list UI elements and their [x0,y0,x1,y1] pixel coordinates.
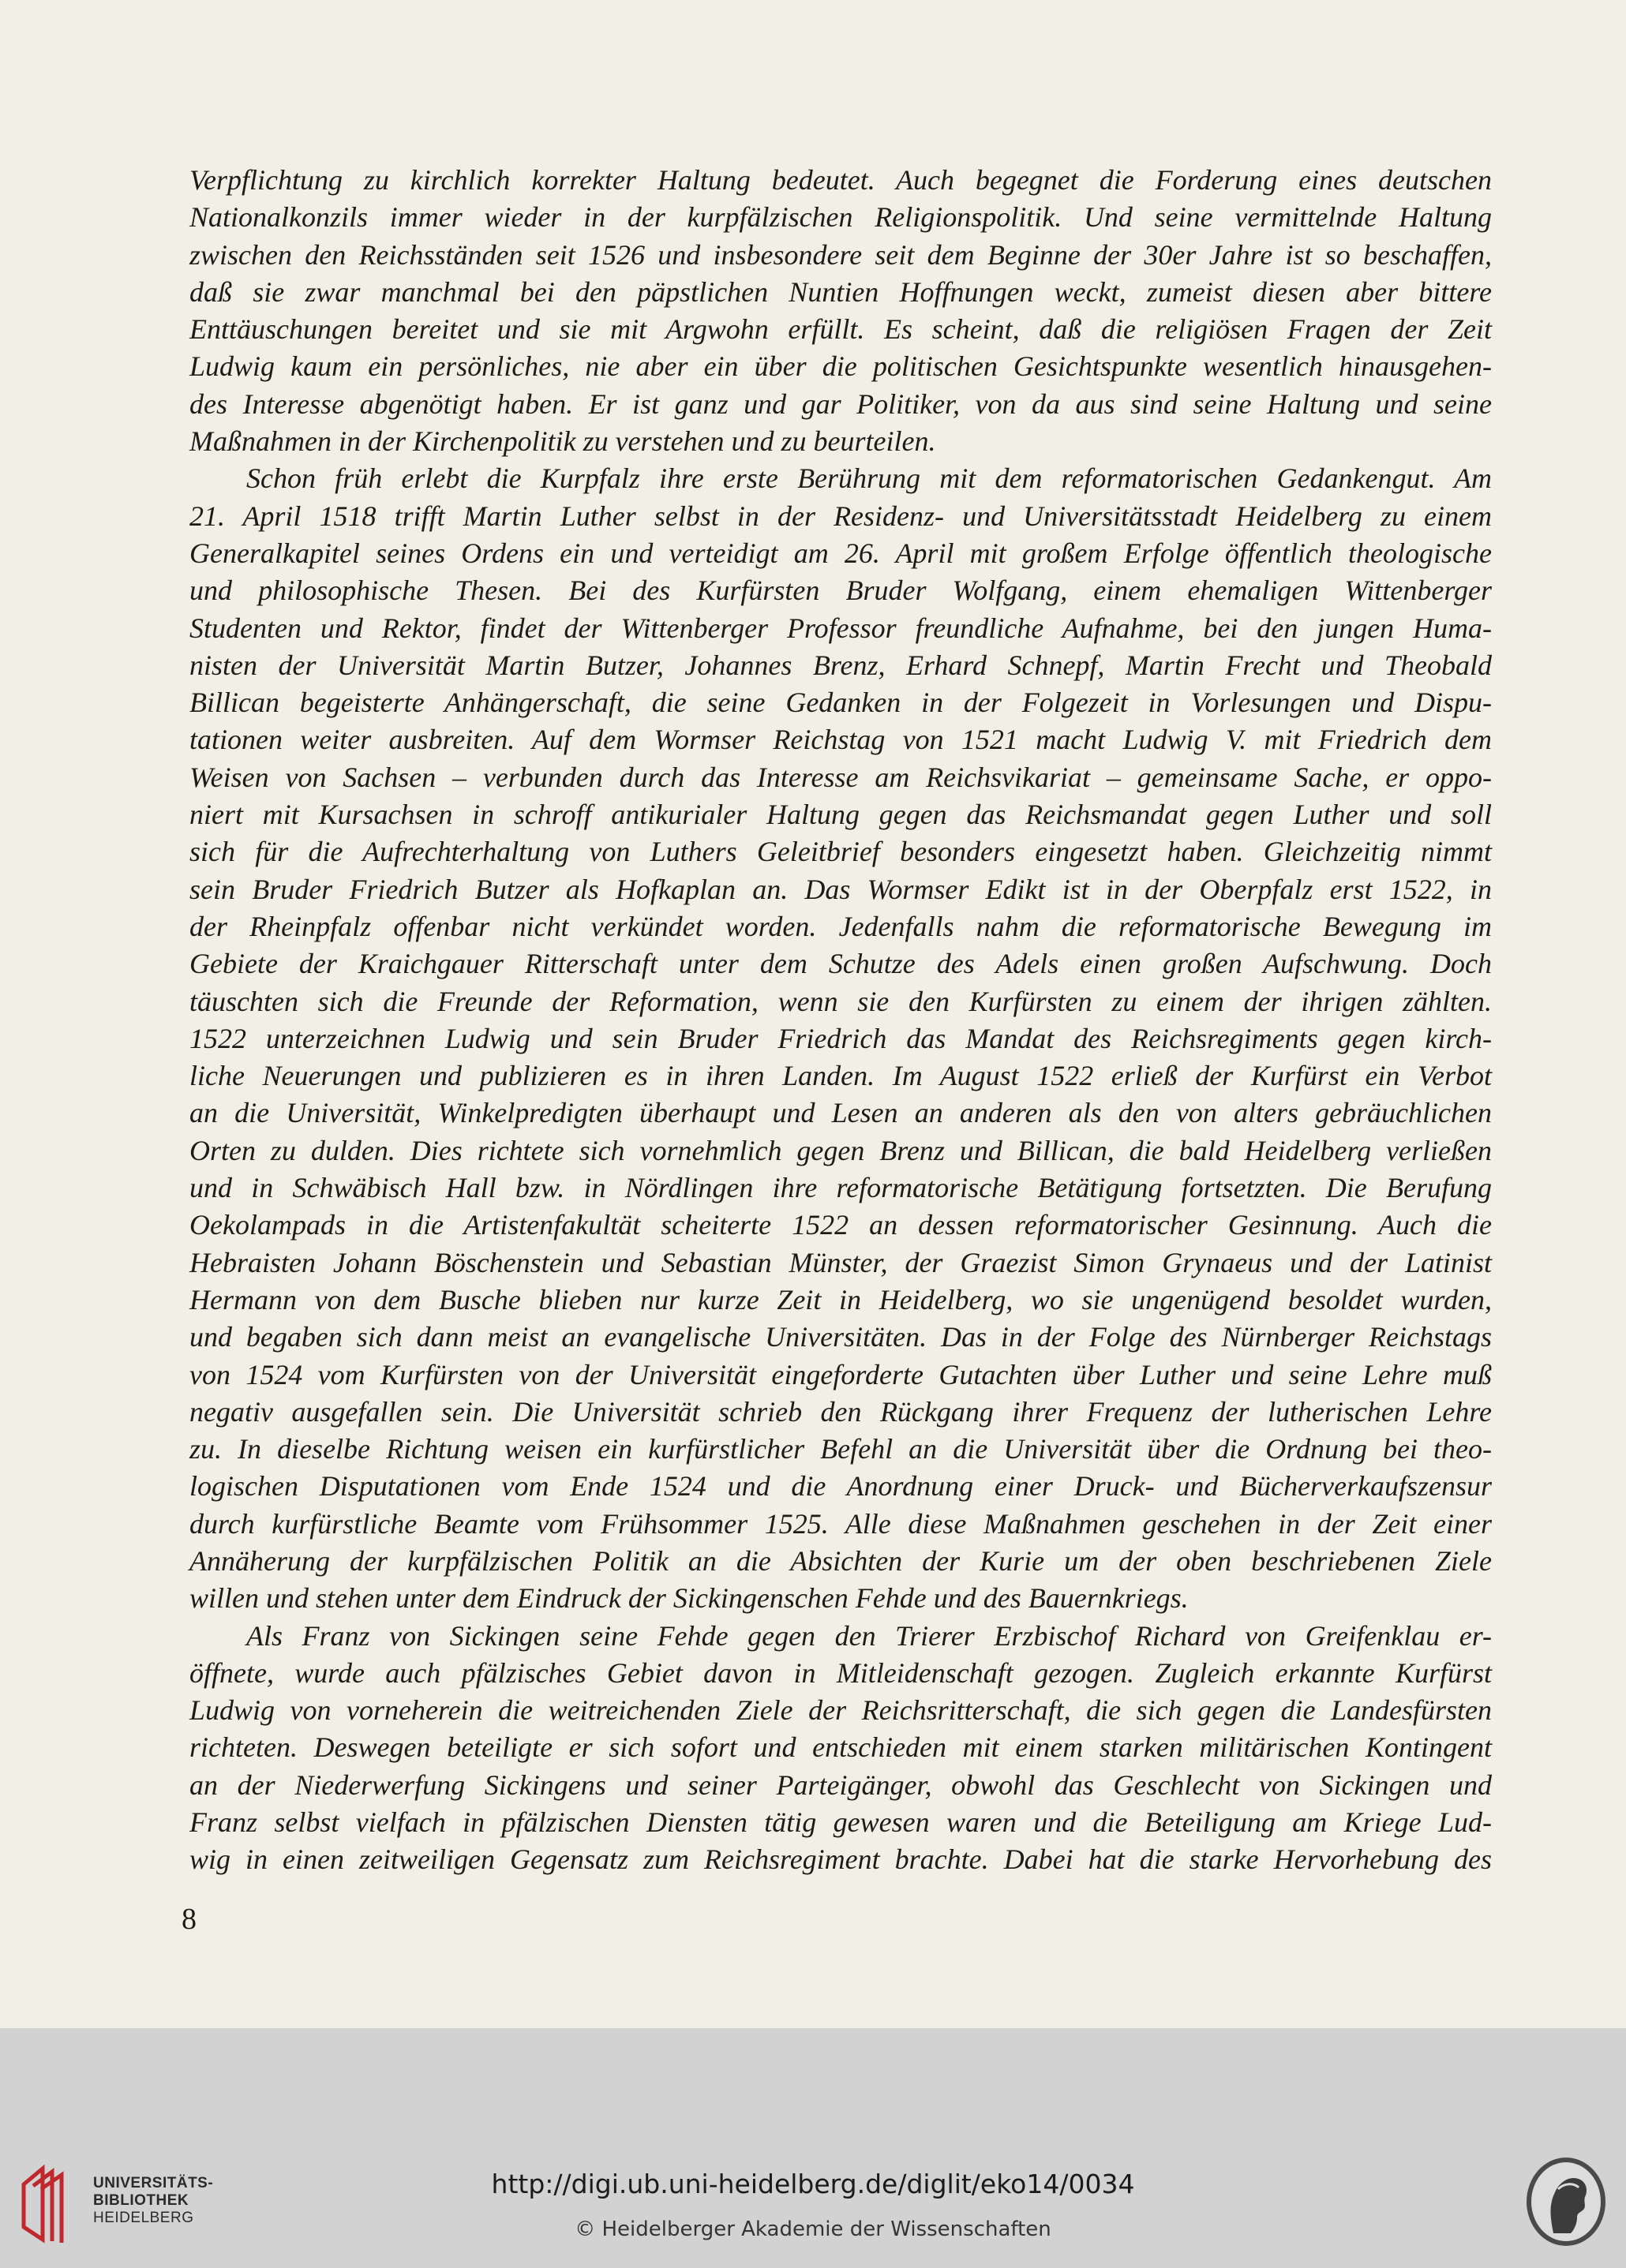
library-name-line: BIBLIOTHEK [93,2192,189,2209]
body-text [189,162,1492,1879]
text-line: Nationalkonzils immer wieder in der kurpfälzischen Religionspolitik. Und seine vermittelnde Haltung [189,201,1492,234]
source-url-link[interactable]: http://digi.ub.uni-heidelberg.de/diglit/eko14/0034 [491,2169,1135,2199]
text-line: 1522 unterzeichnen Ludwig und sein Bruder Friedrich das Mandat des Reichsregiments gegen kirch- [189,1022,1492,1054]
text-line: Orten zu dulden. Dies richtete sich vornehmlich gegen Brenz und Billican, die bald Heidelberg verließen [189,1134,1492,1166]
text-line: Billican begeisterte Anhängerschaft, die seine Gedanken in der Folgezeit in Vorlesungen und Dispu- [189,687,1492,719]
text-line: sein Bruder Friedrich Butzer als Hofkaplan an. Das Wormser Edikt ist in der Oberpfalz erst 1522, in [189,873,1492,905]
text-line: daß sie zwar manchmal bei den päpstlichen Nuntien Hoffnungen weckt, zumeist diesen aber bittere [189,275,1492,308]
text-line: täuschten sich die Freunde der Reformation, wenn sie den Kurfürsten zu einem der ihrigen zählten. [189,985,1492,1017]
library-name-line: HEIDELBERG [93,2210,194,2226]
text-line: und in Schwäbisch Hall bzw. in Nördlingen ihre reformatorische Betätigung fortsetzten. Die Berufung [189,1172,1492,1204]
text-line: Weisen von Sachsen – verbunden durch das Interesse am Reichsvikariat – gemeinsame Sache, er oppo- [189,761,1492,793]
text-line: Annäherung der kurpfälzischen Politik an die Absichten der Kurie um der oben beschriebenen Ziele [189,1544,1492,1577]
text-line: Ludwig von vorneherein die weitreichenden Ziele der Reichsritterschaft, die sich gegen die Landesfürsten [189,1694,1492,1727]
text-line: Enttäuschungen bereitet und sie mit Argwohn erfüllt. Es scheint, daß die religiösen Fragen der Zeit [189,313,1492,346]
text-line: zu. In dieselbe Richtung weisen ein kurfürstlicher Befehl an die Universität über die Ordnung bei theo- [189,1433,1492,1465]
text-line: Als Franz von Sickingen seine Fehde gegen den Trierer Erzbischof Richard von Greifenklau er- [246,1619,1492,1652]
text-line: richteten. Deswegen beteiligte er sich sofort und entschieden mit einem starken militärischen Kontingent [189,1731,1492,1764]
text-line: Schon früh erlebt die Kurpfalz ihre erste Berührung mit dem reformatorischen Gedankengut. Am [246,462,1492,495]
text-line: Verpflichtung zu kirchlich korrekter Haltung bedeutet. Auch begegnet die Forderung eines deutschen [189,164,1492,196]
page-number: 8 [182,1903,197,1936]
text-line: zwischen den Reichsständen seit 1526 und insbesondere seit dem Beginne der 30er Jahre ist so beschaffen, [189,238,1492,271]
footer-bar [0,2028,1626,2268]
text-line: Ludwig kaum ein persönliches, nie aber ein über die politischen Gesichtspunkte wesentlich hinausgehen- [189,350,1492,383]
text-line: an die Universität, Winkelpredigten überhaupt und Lesen an anderen als den von alters gebräuchlichen [189,1097,1492,1129]
text-line: öffnete, wurde auch pfälzisches Gebiet davon in Mitleidenschaft gezogen. Zugleich erkannte Kurfürst [189,1656,1492,1689]
text-line: nisten der Universität Martin Butzer, Johannes Brenz, Erhard Schnepf, Martin Frecht und Theobald [189,649,1492,681]
text-line: und begaben sich dann meist an evangelische Universitäten. Das in der Folge des Nürnberger Reichstags [189,1321,1492,1353]
text-line: Studenten und Rektor, findet der Wittenberger Professor freundliche Aufnahme, bei den jungen Huma- [189,612,1492,644]
text-line: Generalkapitel seines Ordens ein und verteidigt am 26. April mit großem Erfolge öffentlich theologische [189,537,1492,569]
text-line: Gebiete der Kraichgauer Ritterschaft unter dem Schutze des Adels einen großen Aufschwung. Doch [189,948,1492,980]
text-line: willen und stehen unter dem Eindruck der Sickingenschen Fehde und des Bauernkriegs. [189,1582,1189,1615]
text-line: wig in einen zeitweiligen Gegensatz zum Reichsregiment brachte. Dabei hat die starke Hervorhebung des [189,1843,1492,1876]
text-line: Maßnahmen in der Kirchenpolitik zu verstehen und zu beurteilen. [189,425,936,458]
library-name-line: UNIVERSITÄTS- [93,2175,214,2191]
text-line: logischen Disputationen vom Ende 1524 und die Anordnung einer Druck- und Bücherverkaufszensur [189,1470,1492,1503]
text-line: Hermann von dem Busche blieben nur kurze Zeit in Heidelberg, wo sie ungenügend besoldet wurden, [189,1283,1492,1316]
text-line: der Rheinpfalz offenbar nicht verkündet worden. Jedenfalls nahm die reformatorische Bewegung im [189,910,1492,942]
text-line: sich für die Aufrechterhaltung von Luthers Geleitbrief besonders eingesetzt haben. Gleichzeitig nimmt [189,836,1492,868]
text-line: negativ ausgefallen sein. Die Universität schrieb den Rückgang ihrer Frequenz der lutherischen Lehre [189,1395,1492,1428]
text-line: durch kurfürstliche Beamte vom Frühsommer 1525. Alle diese Maßnahmen geschehen in der Zeit einer [189,1507,1492,1540]
copyright-text: © Heidelberger Akademie der Wissenschaften [575,2217,1051,2241]
text-line: Franz selbst vielfach in pfälzischen Diensten tätig gewesen waren und die Beteiligung am Kriege Lud- [189,1806,1492,1839]
text-line: von 1524 vom Kurfürsten von der Universität eingeforderte Gutachten über Luther und seine Lehre muß [189,1358,1492,1390]
academy-seal-icon[interactable] [1522,2154,1610,2249]
text-line: des Interesse abgenötigt haben. Er ist ganz und gar Politiker, von da aus sind seine Haltung und seine [189,387,1492,420]
text-line: an der Niederwerfung Sickingens und seiner Parteigänger, obwohl das Geschlecht von Sickingen und [189,1768,1492,1801]
text-line: 21. April 1518 trifft Martin Luther selbst in der Residenz- und Universitätsstadt Heidelberg zu einem [189,500,1492,532]
text-line: Hebraisten Johann Böschenstein und Sebastian Münster, der Graezist Simon Grynaeus und der Latinist [189,1246,1492,1278]
text-line: niert mit Kursachsen in schroff antikurialer Haltung gegen das Reichsmandat gegen Luther und soll [189,799,1492,831]
text-line: tationen weiter ausbreiten. Auf dem Wormser Reichstag von 1521 macht Ludwig V. mit Friedrich dem [189,724,1492,756]
text-line: liche Neuerungen und publizieren es in ihren Landen. Im August 1522 erließ der Kurfürst ein Verbot [189,1060,1492,1092]
text-line: Oekolampads in die Artistenfakultät scheiterte 1522 an dessen reformatorischer Gesinnung. Auch die [189,1209,1492,1241]
text-line: und philosophische Thesen. Bei des Kurfürsten Bruder Wolfgang, einem ehemaligen Wittenberger [189,574,1492,607]
